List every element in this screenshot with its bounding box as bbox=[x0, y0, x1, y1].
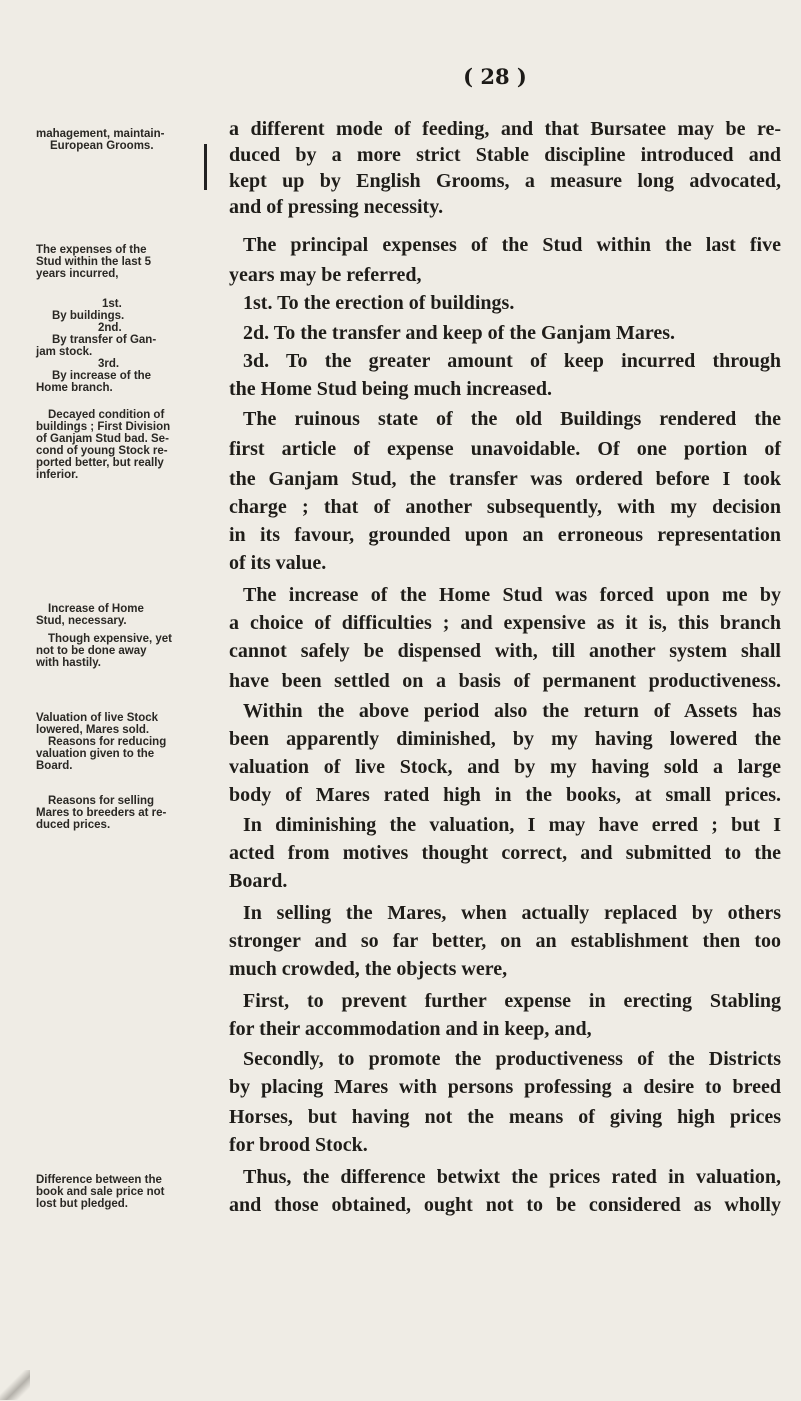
body-line: Board. bbox=[229, 870, 288, 892]
body-line: a different mode of feeding, and that Bursatee may be re- bbox=[229, 118, 781, 140]
margin-note-european-grooms bbox=[36, 128, 216, 152]
body-line: kept up by English Grooms, a measure long advocated, bbox=[229, 170, 781, 192]
body-line: a choice of difficulties ; and expensive as it is, this branch bbox=[229, 612, 781, 634]
margin-note-line: 1st. bbox=[102, 298, 122, 310]
margin-note-line: cond of young Stock re- bbox=[36, 445, 168, 457]
body-line: First, to prevent further expense in erecting Stabling bbox=[243, 990, 781, 1012]
margin-note-line: valuation given to the bbox=[36, 748, 155, 760]
body-line: for their accommodation and in keep, and, bbox=[229, 1018, 592, 1040]
margin-note-line: Board. bbox=[36, 760, 73, 772]
body-line: stronger and so far better, on an establishment then too bbox=[229, 930, 781, 952]
body-line: by placing Mares with persons professing a desire to breed bbox=[229, 1076, 781, 1098]
body-line: have been settled on a basis of permanent productiveness. bbox=[229, 670, 781, 692]
body-line: duced by a more strict Stable discipline introduced and bbox=[229, 144, 781, 166]
body-line: acted from motives thought correct, and submitted to the bbox=[229, 842, 781, 864]
margin-note-line: Stud within the last 5 bbox=[36, 256, 152, 268]
body-line: and those obtained, ought not to be considered as wholly bbox=[229, 1194, 781, 1216]
margin-note-home-stud bbox=[36, 603, 216, 627]
margin-note-line: Difference between the bbox=[36, 1174, 162, 1186]
margin-note-valuation bbox=[36, 712, 216, 772]
margin-note-line: Reasons for reducing bbox=[48, 736, 167, 748]
body-line: body of Mares rated high in the books, at small prices. bbox=[229, 784, 781, 806]
margin-note-expenses bbox=[36, 244, 216, 280]
body-line: 2d. To the transfer and keep of the Ganjam Mares. bbox=[243, 322, 676, 344]
body-line: cannot safely be dispensed with, till another system shall bbox=[229, 640, 781, 662]
margin-note-line: Increase of Home bbox=[48, 603, 144, 615]
body-line: The increase of the Home Stud was forced upon me by bbox=[243, 584, 781, 606]
margin-note-line: 2nd. bbox=[98, 322, 122, 334]
margin-note-line: jam stock. bbox=[36, 346, 93, 358]
body-line: years may be referred, bbox=[229, 264, 422, 286]
margin-note-line: ported better, but really bbox=[36, 457, 164, 469]
margin-note-line: of Ganjam Stud bad. Se- bbox=[36, 433, 169, 445]
margin-note-line: buildings ; First Division bbox=[36, 421, 171, 433]
body-line: been apparently diminished, by my having lowered the bbox=[229, 728, 781, 750]
margin-note-line: The expenses of the bbox=[36, 244, 147, 256]
margin-note-line: with hastily. bbox=[36, 657, 101, 669]
body-line: valuation of live Stock, and by my having sold a large bbox=[229, 756, 781, 778]
margin-note-line: By buildings. bbox=[52, 310, 125, 322]
margin-note-expense-items bbox=[36, 298, 216, 394]
body-line: The ruinous state of the old Buildings rendered the bbox=[243, 408, 781, 430]
margin-note-line: not to be done away bbox=[36, 645, 147, 657]
page-number: ( 28 ) bbox=[463, 64, 527, 89]
body-line: the Home Stud being much increased. bbox=[229, 378, 552, 400]
margin-note-line: Though expensive, yet bbox=[48, 633, 172, 645]
margin-note-line: duced prices. bbox=[36, 819, 111, 831]
margin-note-line: 3rd. bbox=[98, 358, 120, 370]
margin-note-line: lost but pledged. bbox=[36, 1198, 128, 1210]
margin-note-line: By increase of the bbox=[52, 370, 152, 382]
body-line: 1st. To the erection of buildings. bbox=[243, 292, 515, 314]
body-line: much crowded, the objects were, bbox=[229, 958, 508, 980]
body-line: Within the above period also the return of Assets has bbox=[243, 700, 781, 722]
margin-note-expensive bbox=[36, 633, 216, 669]
body-line: the Ganjam Stud, the transfer was ordered before I took bbox=[229, 468, 781, 490]
margin-note-line: Valuation of live Stock bbox=[36, 712, 159, 724]
margin-note-line: By transfer of Gan- bbox=[52, 334, 157, 346]
body-line: Horses, but having not the means of giving high prices bbox=[229, 1106, 781, 1128]
margin-note-line: lowered, Mares sold. bbox=[36, 724, 150, 736]
margin-note-line: book and sale price not bbox=[36, 1186, 165, 1198]
margin-note-line: inferior. bbox=[36, 469, 79, 481]
body-line: Thus, the difference betwixt the prices rated in valuation, bbox=[243, 1166, 781, 1188]
margin-note-difference bbox=[36, 1174, 216, 1210]
body-line: in its favour, grounded upon an erroneous representation bbox=[229, 524, 781, 546]
body-line: and of pressing necessity. bbox=[229, 196, 444, 218]
margin-note-line: mahagement, maintain- bbox=[36, 128, 165, 140]
scan-smudge bbox=[0, 1370, 30, 1400]
body-line: The principal expenses of the Stud within the last five bbox=[243, 234, 781, 256]
margin-note-line: Decayed condition of bbox=[48, 409, 165, 421]
body-line: for brood Stock. bbox=[229, 1134, 368, 1156]
margin-note-line: Home branch. bbox=[36, 382, 113, 394]
margin-note-line: European Grooms. bbox=[50, 140, 154, 152]
margin-note-selling-reasons bbox=[36, 795, 216, 831]
body-line: In selling the Mares, when actually replaced by others bbox=[243, 902, 781, 924]
body-line: first article of expense unavoidable. Of one portion of bbox=[229, 438, 781, 460]
margin-note-line: Reasons for selling bbox=[48, 795, 155, 807]
body-line: charge ; that of another subsequently, with my decision bbox=[229, 496, 781, 518]
margin-note-line: Stud, necessary. bbox=[36, 615, 127, 627]
margin-note-decayed-buildings bbox=[36, 409, 216, 481]
body-line: In diminishing the valuation, I may have erred ; but I bbox=[243, 814, 781, 836]
body-line: 3d. To the greater amount of keep incurred through bbox=[243, 350, 781, 372]
margin-note-line: years incurred, bbox=[36, 268, 119, 280]
margin-note-line: Mares to breeders at re- bbox=[36, 807, 167, 819]
body-line: Secondly, to promote the productiveness of the Districts bbox=[243, 1048, 781, 1070]
body-line: of its value. bbox=[229, 552, 327, 574]
